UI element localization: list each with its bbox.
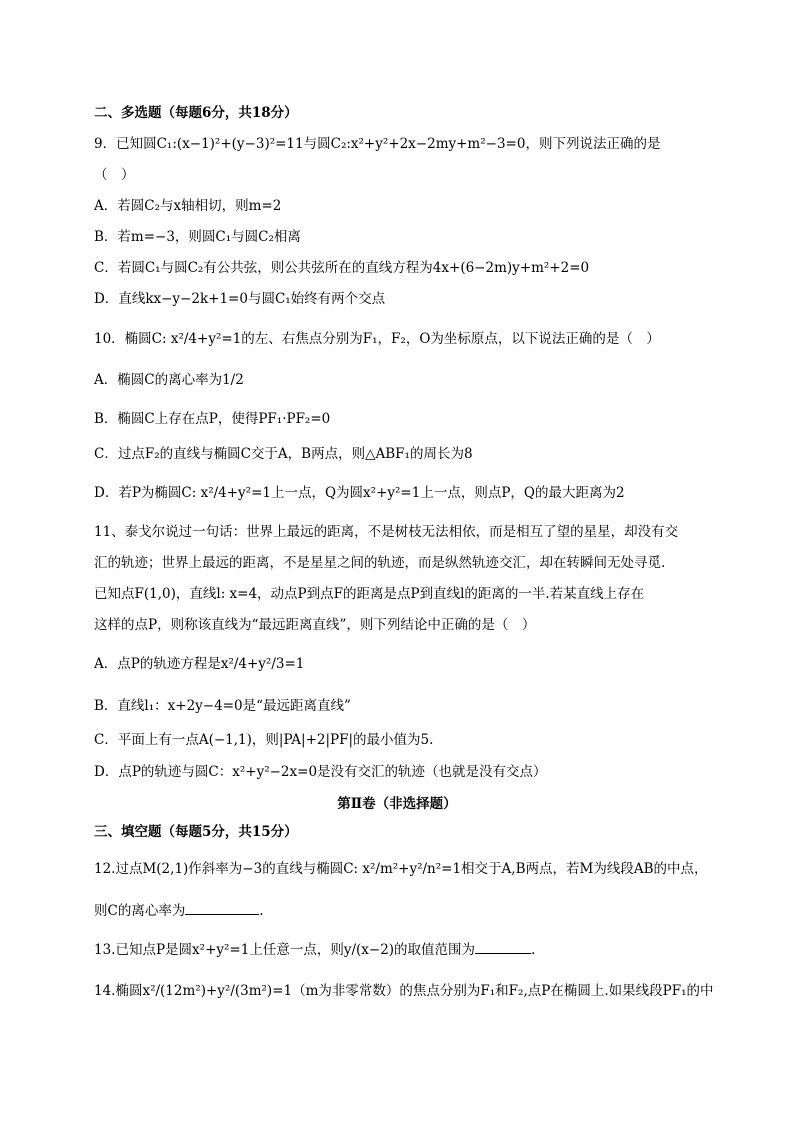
- question-11-option-d: D．点P的轨迹与圆C：x²+y²−2x=0是没有交汇的轨迹（也就是没有交点）: [94, 764, 547, 780]
- question-11-line-3: 已知点F(1,0)，直线l: x=4，动点P到点F的距离是点P到直线l的距离的一半.若某直线上存在: [94, 586, 645, 602]
- question-10-option-a: A．椭圆C的离心率为1/2: [94, 372, 244, 388]
- question-13-period: .: [531, 942, 536, 958]
- question-11-option-c: C．平面上有一点A(−1,1)，则|PA|+2|PF|的最小值为5.: [94, 732, 434, 748]
- question-11-line-1: 11、泰戈尔说过一句话：世界上最远的距离，不是树枝无法相依，而是相互了望的星星，却没有交: [94, 524, 679, 540]
- question-12-line-2-text: 则C的离心率为: [94, 903, 186, 919]
- question-13-text: 13.已知点P是圆x²+y²=1上任意一点，则y/(x−2)的取值范围为: [94, 942, 476, 958]
- part-two-heading: 第Ⅱ卷（非选择题）: [337, 796, 457, 812]
- section-heading-multiple-choice: 二、多选题（每题6分，共18分）: [94, 105, 298, 121]
- question-10-stem: 10．椭圆C: x²/4+y²=1的左、右焦点分别为F₁，F₂，O为坐标原点，以下说法正确的是（ ）: [94, 331, 660, 347]
- question-13-answer-blank: [475, 939, 531, 954]
- question-10-option-b: B．椭圆C上存在点P，使得PF₁·PF₂=0: [94, 411, 331, 427]
- question-11-option-a: A．点P的轨迹方程是x²/4+y²/3=1: [94, 656, 305, 672]
- question-9-option-a: A．若圆C₂与x轴相切，则m=2: [94, 198, 282, 214]
- question-12-answer-blank: [185, 900, 259, 915]
- section-heading-fill-in: 三、填空题（每题5分，共15分）: [94, 824, 298, 840]
- question-12-period: .: [259, 903, 264, 919]
- question-9-option-c: C．若圆C₁与圆C₂有公共弦，则公共弦所在的直线方程为4x+(6−2m)y+m²+2=0: [94, 260, 590, 276]
- question-10-option-d: D．若P为椭圆C: x²/4+y²=1上一点，Q为圆x²+y²=1上一点，则点P，Q的最大距离为2: [94, 485, 625, 501]
- question-9-stem: 9．已知圆C₁:(x−1)²+(y−3)²=11与圆C₂:x²+y²+2x−2my+m²−3=0，则下列说法正确的是: [94, 136, 661, 152]
- question-11-line-4: 这样的点P，则称该直线为“最远距离直线”，则下列结论中正确的是（ ）: [94, 617, 536, 633]
- question-11-option-b: B．直线l₁：x+2y−4=0是“最远距离直线”: [94, 698, 351, 714]
- question-9-option-d: D．直线kx−y−2k+1=0与圆C₁始终有两个交点: [94, 291, 386, 307]
- question-12-line-2: [94, 900, 714, 920]
- question-10-option-c: C．过点F₂的直线与椭圆C交于A，B两点，则△ABF₁的周长为8: [94, 446, 473, 462]
- question-11-line-2: 汇的轨迹；世界上最远的距离，不是星星之间的轨迹，而是纵然轨迹交汇，却在转瞬间无处寻觅.: [94, 555, 666, 571]
- question-12-line-1: 12.过点M(2,1)作斜率为−3的直线与椭圆C: x²/m²+y²/n²=1相交于A,B两点，若M为线段AB的中点，: [94, 861, 708, 877]
- question-9-option-b: B．若m=−3，则圆C₁与圆C₂相离: [94, 229, 301, 245]
- question-13: [94, 939, 714, 959]
- question-9-answer-paren: （ ）: [94, 167, 135, 183]
- question-14-line-1: 14.椭圆x²/(12m²)+y²/(3m²)=1（m为非零常数）的焦点分别为F₁和F₂,点P在椭圆上.如果线段PF₁的中: [94, 983, 714, 999]
